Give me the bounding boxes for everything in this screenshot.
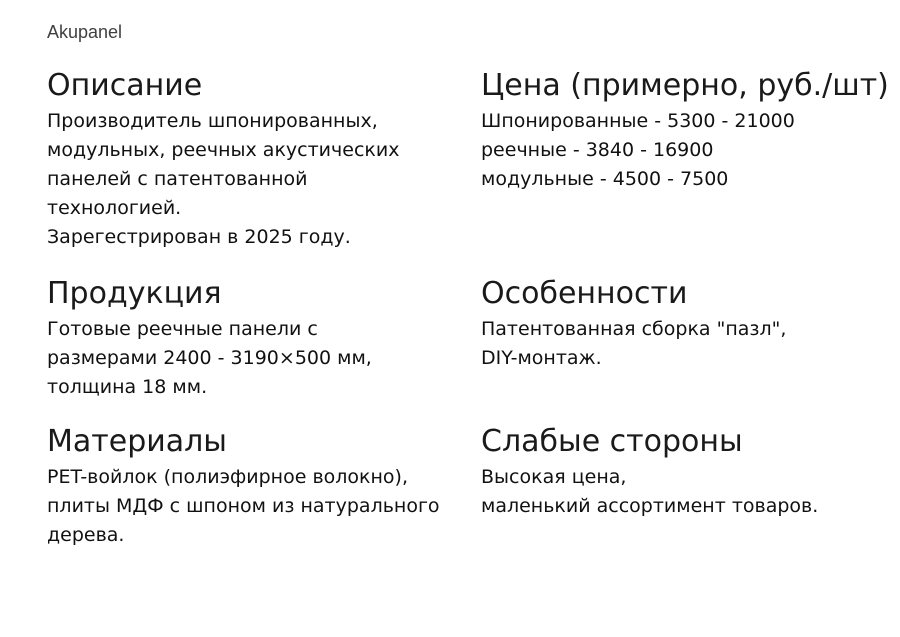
materials-line: дерева. — [47, 524, 125, 546]
price-line: реечные - 3840 - 16900 — [481, 139, 714, 161]
weaknesses-heading: Слабые стороны — [481, 424, 743, 459]
weaknesses-line: Высокая цена, — [481, 466, 627, 488]
products-section — [47, 276, 457, 402]
price-line: Шпонированные - 5300 - 21000 — [481, 110, 795, 132]
materials-heading: Материалы — [47, 424, 227, 459]
products-line: Готовые реечные панели с — [47, 318, 318, 340]
features-body — [481, 315, 891, 373]
materials-line: плиты МДФ с шпоном из натурального — [47, 495, 440, 517]
description-line: Производитель шпонированных, — [47, 110, 378, 132]
price-section — [481, 68, 891, 194]
price-body — [481, 107, 891, 194]
price-heading: Цена (примерно, руб./шт) — [481, 68, 889, 103]
description-line: модульных, реечных акустических — [47, 139, 400, 161]
weaknesses-section — [481, 424, 891, 521]
features-line: DIY-монтаж. — [481, 347, 602, 369]
brand-name: Akupanel — [47, 22, 123, 42]
weaknesses-body — [481, 463, 891, 521]
products-line: толщина 18 мм. — [47, 376, 208, 398]
description-section — [47, 68, 457, 252]
description-line: панелей с патентованной — [47, 168, 308, 190]
products-line: размерами 2400 - 3190×500 мм, — [47, 347, 372, 369]
products-body — [47, 315, 457, 402]
products-heading: Продукция — [47, 276, 222, 311]
description-heading: Описание — [47, 68, 203, 103]
features-section — [481, 276, 891, 373]
features-line: Патентованная сборка "пазл", — [481, 318, 787, 340]
materials-body — [47, 463, 457, 550]
description-line: технологией. — [47, 197, 182, 219]
weaknesses-line: маленький ассортимент товаров. — [481, 495, 819, 517]
price-line: модульные - 4500 - 7500 — [481, 168, 729, 190]
materials-section — [47, 424, 457, 550]
features-heading: Особенности — [481, 276, 688, 311]
description-line: Зарегестрирован в 2025 году. — [47, 226, 351, 248]
description-body — [47, 107, 457, 252]
materials-line: PET-войлок (полиэфирное волокно), — [47, 466, 409, 488]
